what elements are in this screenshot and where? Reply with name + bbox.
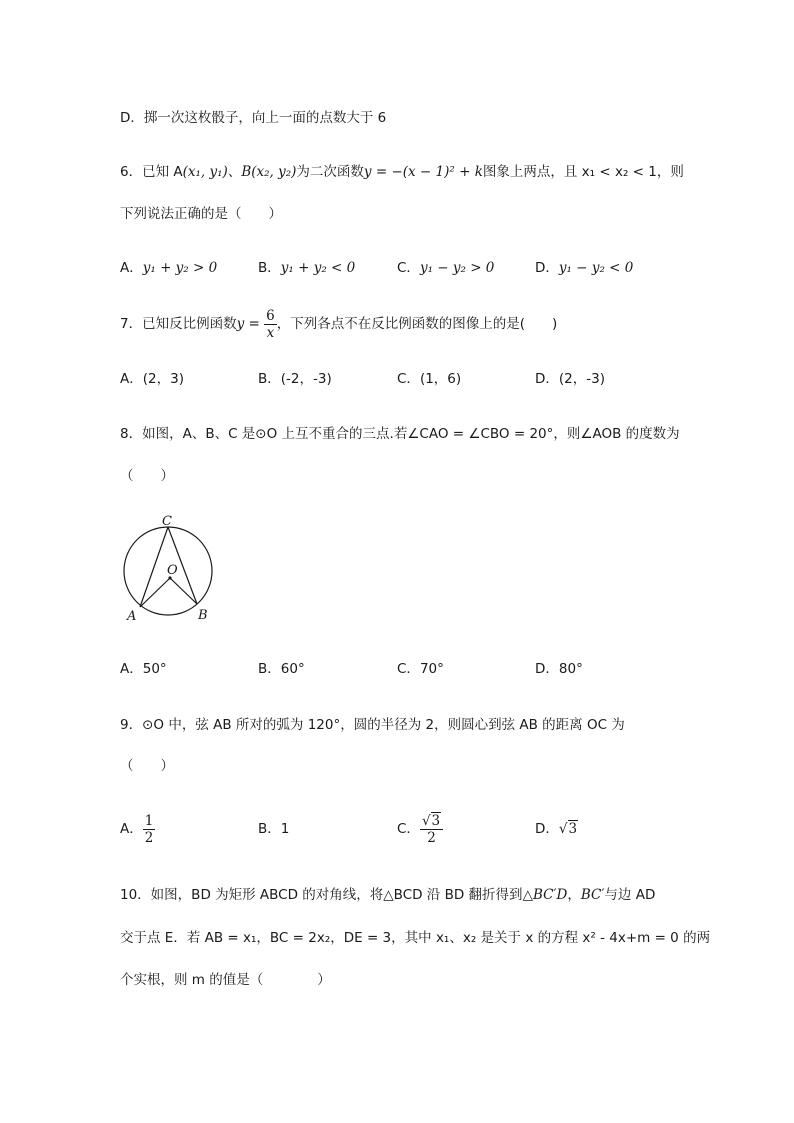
q6-option-c: C．y₁ − y₂ > 0 — [397, 260, 495, 276]
segment-ca — [140, 527, 168, 607]
q8-circle-figure — [115, 512, 225, 628]
q9-stem-line1: 9．⊙O 中，弦 AB 所对的弧为 120°，圆的半径为 2，则圆心到弦 AB 的距离 OC 为 — [120, 717, 625, 733]
q6-point-a: (x₁, y₁) — [182, 164, 228, 180]
label-c: C — [162, 514, 172, 529]
label-b: B — [198, 608, 208, 623]
q6-option-d: D．y₁ − y₂ < 0 — [535, 260, 634, 276]
q10-stem-line1: 10．如图，BD 为矩形 ABCD 的对角线，将△BCD 沿 BD 翻折得到△BC′D，BC′与边 AD — [120, 887, 656, 903]
q7-lhs: y = — [236, 316, 260, 332]
q6-mid: 为二次函数 — [296, 164, 364, 180]
q9-option-a: A． $\frac{1}{2}$ — [120, 812, 154, 846]
label-a: A — [127, 609, 137, 624]
q9-option-d: D．√3 — [535, 821, 578, 837]
segment-ob — [170, 578, 197, 604]
q9-c-fraction: $\frac{√3}{2}$ — [420, 813, 443, 846]
q10-stem-line2: 交于点 E．若 AB = x₁，BC = 2x₂，DE = 3，其中 x₁、x₂ 是关于 x 的方程 x² - 4x+m = 0 的两 — [120, 930, 711, 946]
q6-number: 6． — [120, 164, 143, 180]
q10-segment: BC′ — [580, 887, 605, 903]
q8-stem-line2: （ ） — [120, 468, 174, 484]
q9-option-b: B．1 — [258, 821, 290, 837]
q7-fraction: $\frac{6}{x}$ — [266, 307, 275, 341]
q6-option-a: A．y₁ + y₂ > 0 — [120, 260, 218, 276]
q5-option-d: D．掷一次这枚骰子，向上一面的点数大于 6 — [120, 110, 387, 126]
q6-sep: 、 — [227, 164, 242, 180]
q6-prefix: 已知 A — [142, 164, 183, 180]
q6-tail: 图象上两点，且 x₁ < x₂ < 1，则 — [482, 164, 684, 180]
q9-stem-line2: （ ） — [120, 758, 174, 774]
q9-a-fraction: $\frac{1}{2}$ — [144, 812, 154, 846]
q6-function: y = −(x − 1)² + k — [363, 164, 483, 180]
q10-stem-line3: 个实根，则 m 的值是（ ） — [120, 972, 331, 988]
q7-prefix: 已知反比例函数 — [142, 316, 237, 332]
q8-option-c: C．70° — [397, 661, 444, 677]
q7-option-a: A．(2，3) — [120, 371, 184, 387]
q6-stem-line1 — [120, 162, 684, 182]
q7-stem — [120, 306, 557, 342]
q7-option-c: C．(1，6) — [397, 371, 462, 387]
q6-stem-line2: 下列说法正确的是（ ） — [120, 206, 282, 222]
q9-d-sqrt: √3 — [558, 821, 578, 837]
q7-option-d: D．(2，-3) — [535, 371, 605, 387]
q7-tail: ，下列各点不在反比例函数的图像上的是( ) — [276, 316, 558, 332]
q6-point-b: B(x₂, y₂) — [241, 164, 297, 180]
q7-number: 7． — [120, 316, 143, 332]
q8-option-a: A．50° — [120, 661, 167, 677]
q9-option-c: C． $\frac{√3}{2}$ — [397, 810, 443, 848]
q10-triangle: △BC′D — [522, 887, 568, 903]
q8-option-b: B．60° — [258, 661, 305, 677]
label-o: O — [167, 563, 178, 578]
q8-stem-line1: 8．如图，A、B、C 是⊙O 上互不重合的三点.若∠CAO = ∠CBO = 20°，则∠AOB 的度数为 — [120, 426, 680, 442]
q6-option-b: B．y₁ + y₂ < 0 — [258, 260, 356, 276]
q8-option-d: D．80° — [535, 661, 583, 677]
q7-option-b: B．(-2，-3) — [258, 371, 332, 387]
